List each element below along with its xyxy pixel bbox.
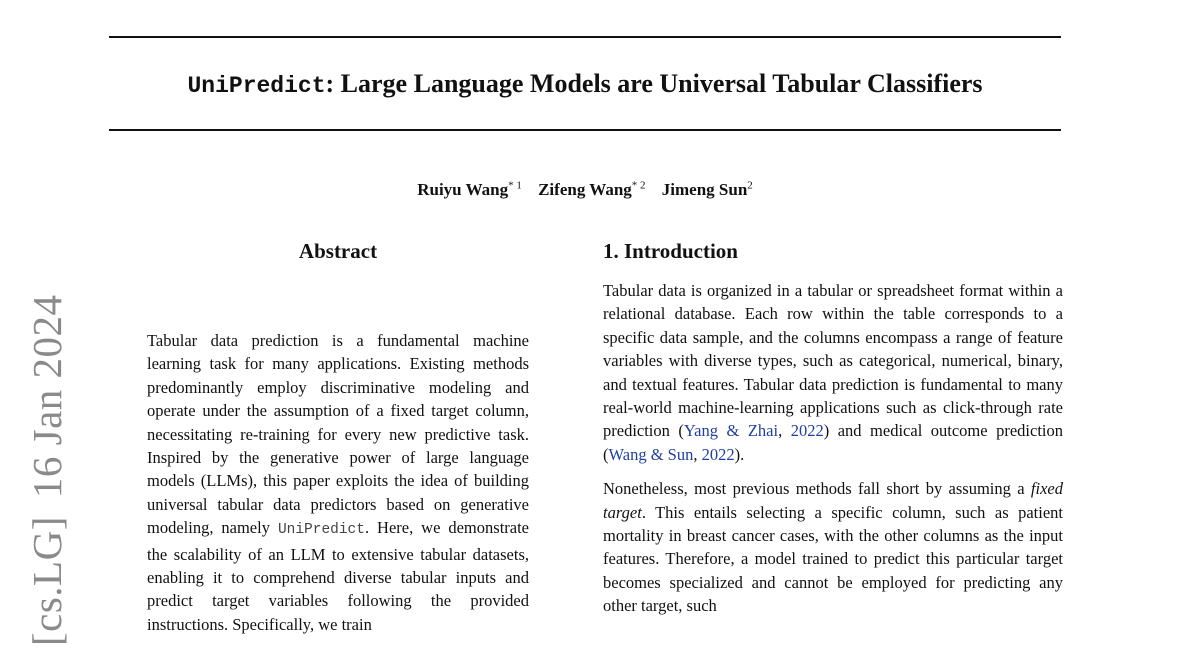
author: [538, 180, 645, 199]
intro-paragraph-2: [603, 477, 1063, 617]
arxiv-side-stamp: [22, 294, 72, 646]
abstract-text: Tabular data prediction is a fundamental machine learning task for many applications. Existing methods predominantly employ discriminative modeling and operate under the assumption of a fixed target column, necessitating re-training for every new predictive task. Inspired by the generative power of large language models (LLMs), this paper exploits the idea of building universal tabular data predictors based on generative modeling, namely: [147, 331, 529, 538]
abstract-body: [147, 329, 529, 636]
title-code: UniPredict: [187, 73, 326, 99]
citation-separator: ,: [778, 421, 791, 441]
title-bottom-rule: [109, 129, 1061, 131]
abstract-code: UniPredict: [277, 522, 365, 539]
paragraph-text: Nonetheless, most previous methods fall short by assuming a: [603, 479, 1031, 499]
paragraph-text: ) and medical outcome prediction (: [603, 421, 1063, 464]
citation-wang-sun-year[interactable]: 2022: [701, 444, 735, 464]
title-top-rule: [109, 36, 1061, 38]
author-affiliation: 2: [747, 179, 753, 191]
author: [417, 180, 522, 199]
introduction-heading: 1. Introduction: [603, 239, 738, 263]
citation-yang-zhai-year[interactable]: 2022: [790, 421, 824, 441]
arxiv-category: [cs.LG]: [24, 516, 70, 646]
arxiv-date: 16 Jan 2024: [24, 294, 70, 499]
author-affiliation: * 1: [508, 179, 522, 191]
paper-title: [109, 66, 1061, 104]
author-list: [109, 173, 1061, 202]
paragraph-text: Tabular data is organized in a tabular or spreadsheet format within a relational database. Each row within the table corresponds to a specific data sample, and the columns encompass a range of feature variables with diverse types, such as categorical, numerical, binary, and textual features. Tabular data prediction is fundamental to many real-world machine-learning applications such as click-through rate prediction (: [603, 281, 1063, 441]
title-text: : Large Language Models are Universal Tabular Classifiers: [325, 69, 983, 98]
author: [662, 180, 753, 199]
author-name: Jimeng Sun: [661, 179, 748, 199]
author-affiliation: * 2: [631, 179, 646, 191]
author-name: Ruiyu Wang: [417, 179, 509, 199]
citation-wang-sun[interactable]: Wang & Sun: [608, 444, 694, 464]
abstract-heading: Abstract: [298, 239, 378, 263]
abstract-text-continued: . Here, we demonstrate the scalability of an LLM to extensive tabular datasets, enabling it to comprehend diverse tabular inputs and predict target variables following the provided instructions. Specifically, we train: [147, 518, 529, 634]
paragraph-text: . This entails selecting a specific column, such as patient mortality in breast cancer cases, with the other columns as the input features. Therefore, a model trained to predict this particular target becomes specialized and cannot be employed for predicting any other target, such: [603, 502, 1063, 616]
introduction-body: [603, 279, 1063, 629]
intro-paragraph-1: [603, 279, 1063, 466]
citation-yang-zhai[interactable]: Yang & Zhai: [683, 421, 779, 441]
emphasis-fixed-target: fixed target: [603, 479, 1063, 522]
citation-separator: ,: [693, 444, 702, 464]
paragraph-text: ).: [734, 444, 745, 464]
author-name: Zifeng Wang: [538, 179, 632, 199]
